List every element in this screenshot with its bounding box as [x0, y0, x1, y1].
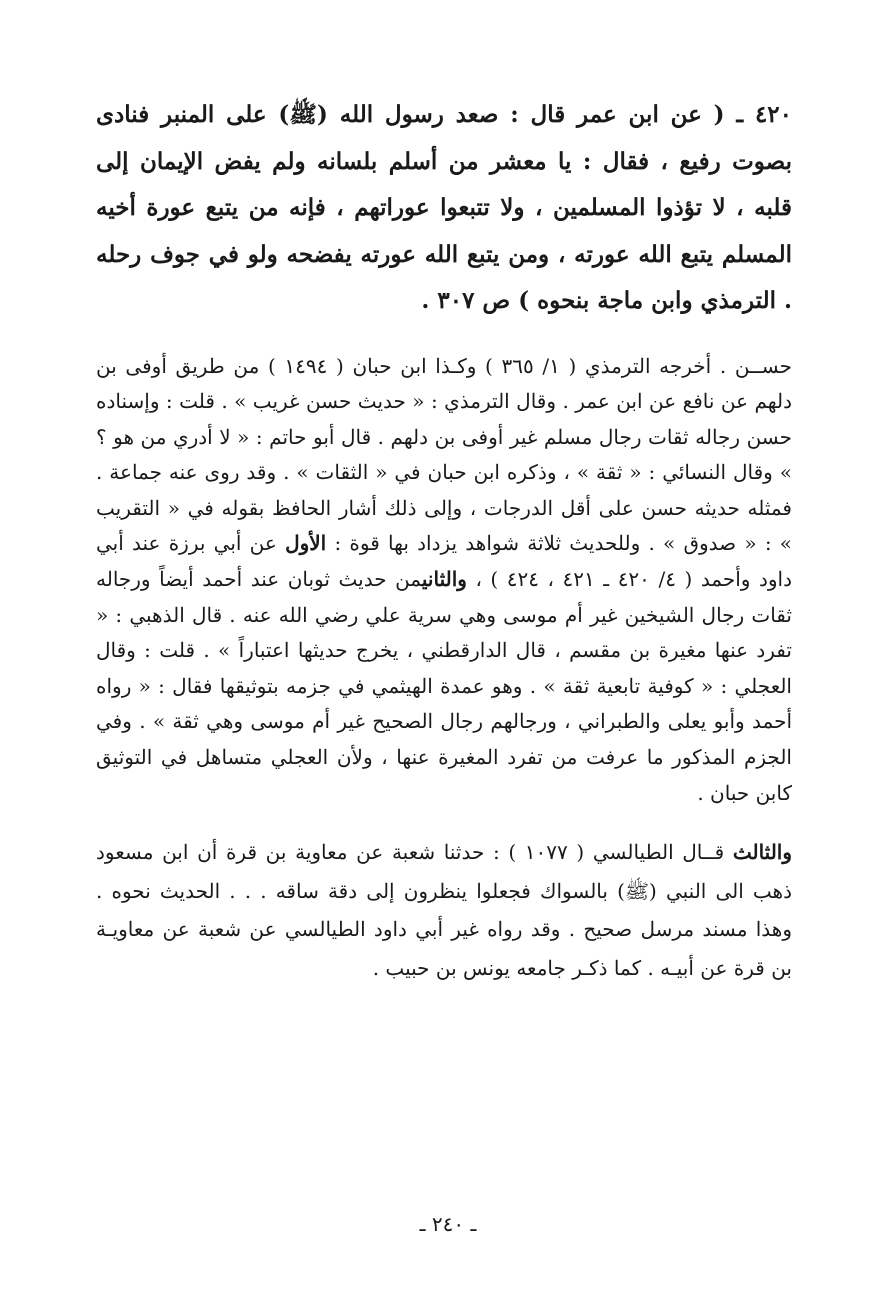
page-number: ـ ٢٤٠ ـ: [419, 1212, 477, 1236]
book-page: [96, 92, 792, 987]
commentary-paragraph: [96, 349, 792, 812]
third-witness-paragraph: [96, 833, 792, 987]
third-witness-text: قــال الطيالسي ( ١٠٧٧ ) : حدثنا شعبة عن معاوية بن قرة أن ابن مسعود ذهب الى النبي (ﷺ) بالسواك فجعلوا ينظرون إلى دقة ساقه . . . الحديث نحوه . وهذا مسند مرسل صحيح . وقد رواه غير أبي داود الطيالسي عن شعبة عن معاويـة بن قرة عن أبيـه . كما ذكـر جامعه يونس بن حبيب .: [96, 840, 792, 980]
first-witness-text: عن أبي برزة عند أبي داود وأحمد ( ٤/ ٤٢٠ ـ ٤٢١ ، ٤٢٤ ) ،: [96, 531, 793, 592]
first-witness-label: الأول: [285, 531, 327, 556]
hadith-text: ٤٢٠ ـ ( عن ابن عمر قال : صعد رسول الله (ﷺ) على المنبر فنادى بصوت رفيع ، فقال : يا معشر من أسلم بلسانه ولم يفض الإيمان إلى قلبه ، لا تؤذوا المسلمين ، ولا تتبعوا عوراتهم ، فإنه من يتبع عورة أخيه المسلم يتبع الله عورته ، ومن يتبع الله عورته يفضحه ولو في جوف رحله . الترمذي وابن ماجة بنحوه ) ص ٣٠٧ .: [96, 101, 792, 314]
second-witness-text: من حديث ثوبان عند أحمد أيضاً ورجاله ثقات رجال الشيخين غير أم موسى وهي سرية علي رضي الله عنه . قال الذهبي : « تفرد عنها مغيرة بن مقسم ، قال الدارقطني ، يخرج حديثها اعتباراً » . قلت : وقال العجلي : « كوفية تابعية ثقة » . وهو عمدة الهيثمي في جزمه بتوثيقها فقال : « رواه أحمد وأبو يعلى والطبراني ، ورجالهم رجال الصحيح غير أم موسى وهي ثقة » . وفي الجزم المذكور ما عرفت من تفرد المغيرة عنها ، ولأن العجلي متساهل في التوثيق كابن حبان .: [96, 567, 792, 805]
second-witness-label: والثاني: [421, 567, 467, 592]
commentary-text-intro: حســن . أخرجه الترمذي ( ١/ ٣٦٥ ) وكـذا ابن حبان ( ١٤٩٤ ) من طريق أوفى بن دلهم عن نافع عن ابن عمر . وقال الترمذي : « حديث حسن غريب » . قلت : وإسناده حسن رجاله ثقات رجال مسلم غير أوفى بن دلهم . قال أبو حاتم : « لا أدري من هو ؟ » وقال النسائي : « ثقة » ، وذكره ابن حبان في « الثقات » . وقد روى عنه جماعة . فمثله حديثه حسن على أقل الدرجات ، وإلى ذلك أشار الحافظ بقوله في « التقريب » : « صدوق » . وللحديث ثلاثة شواهد يزداد بها قوة :: [96, 353, 793, 556]
third-witness-label: والثالث: [732, 840, 793, 865]
